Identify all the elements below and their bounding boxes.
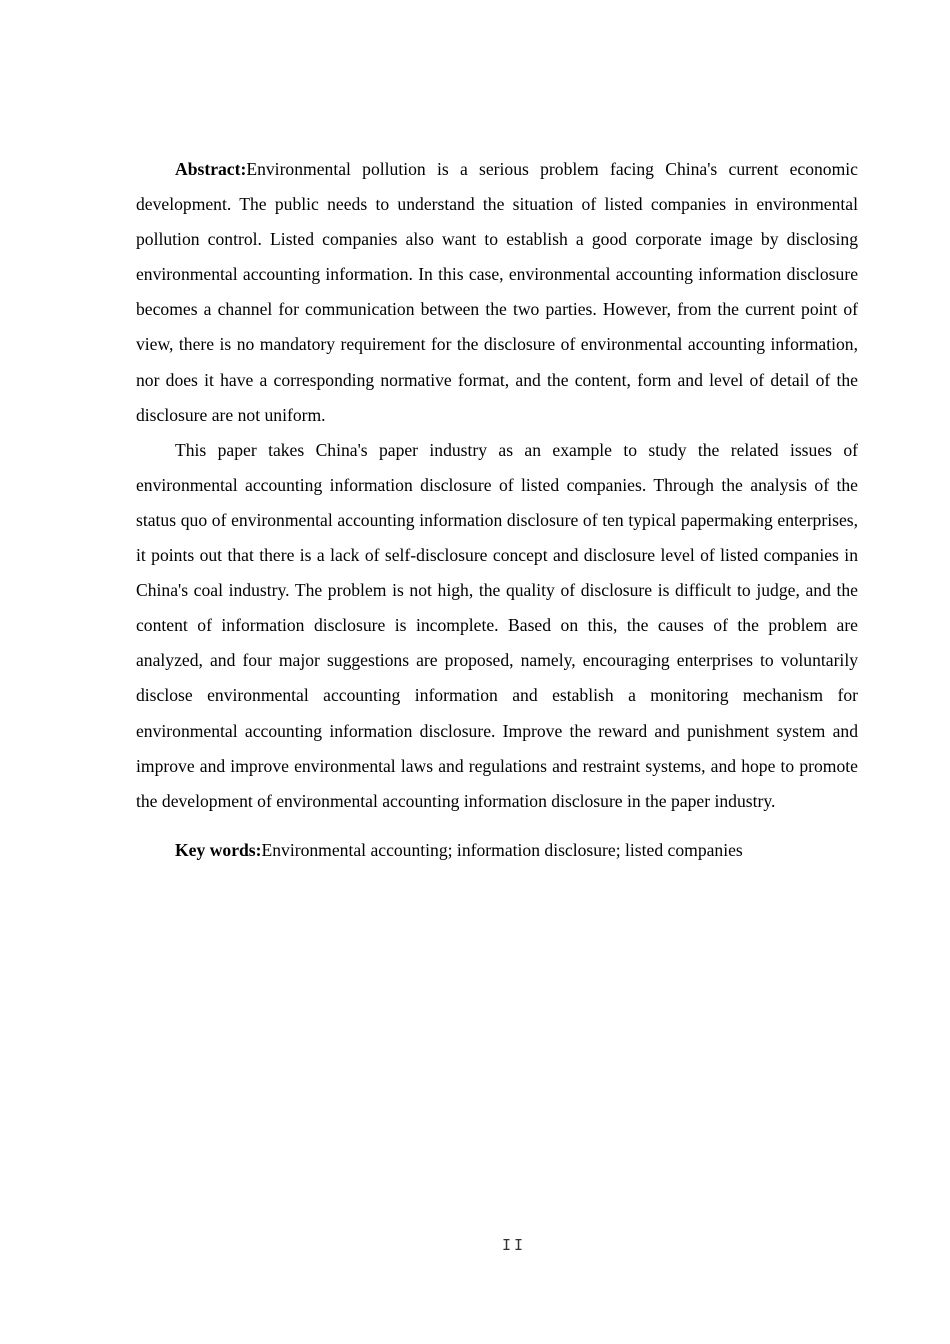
abstract-text-2: This paper takes China's paper industry as an example to study the related issues of environmental accounting information disclosure of listed companies. Through the analysis of the status quo of environmental accounting information disclosure of ten typical papermaking enterprises, it points out that there is a lack of self-disclosure concept and disclosure level of listed companies in China's coal industry. The problem is not high, the quality of disclosure is difficult to judge, and the content of information disclosure is incomplete. Based on this, the causes of the problem are analyzed, and four major suggestions are proposed, namely, encouraging enterprises to voluntarily disclose environmental accounting information and establish a monitoring mechanism for environmental accounting information disclosure. Improve the reward and punishment system and improve and improve environmental laws and regulations and restraint systems, and hope to promote the development of environmental accounting information disclosure in the paper industry. [136, 439, 858, 811]
document-page [136, 152, 858, 868]
page-number: II [501, 1236, 527, 1254]
abstract-text-1: Environmental pollution is a serious problem facing China's current economic development. The public needs to understand the situation of listed companies in environmental pollution control. Listed companies also want to establish a good corporate image by disclosing environmental accounting information. In this case, environmental accounting information disclosure becomes a channel for communication between the two parties. However, from the current point of view, there is no mandatory requirement for the disclosure of environmental accounting information, nor does it have a corresponding normative format, and the content, form and level of detail of the disclosure are not uniform. [136, 159, 858, 425]
keywords-line [136, 833, 858, 868]
abstract-paragraph-2 [136, 433, 858, 819]
keywords-label: Key words: [175, 839, 262, 860]
abstract-label: Abstract: [175, 159, 247, 179]
keywords-text: Environmental accounting; information disclosure; listed companies [261, 839, 743, 860]
abstract-paragraph-1 [136, 152, 858, 433]
